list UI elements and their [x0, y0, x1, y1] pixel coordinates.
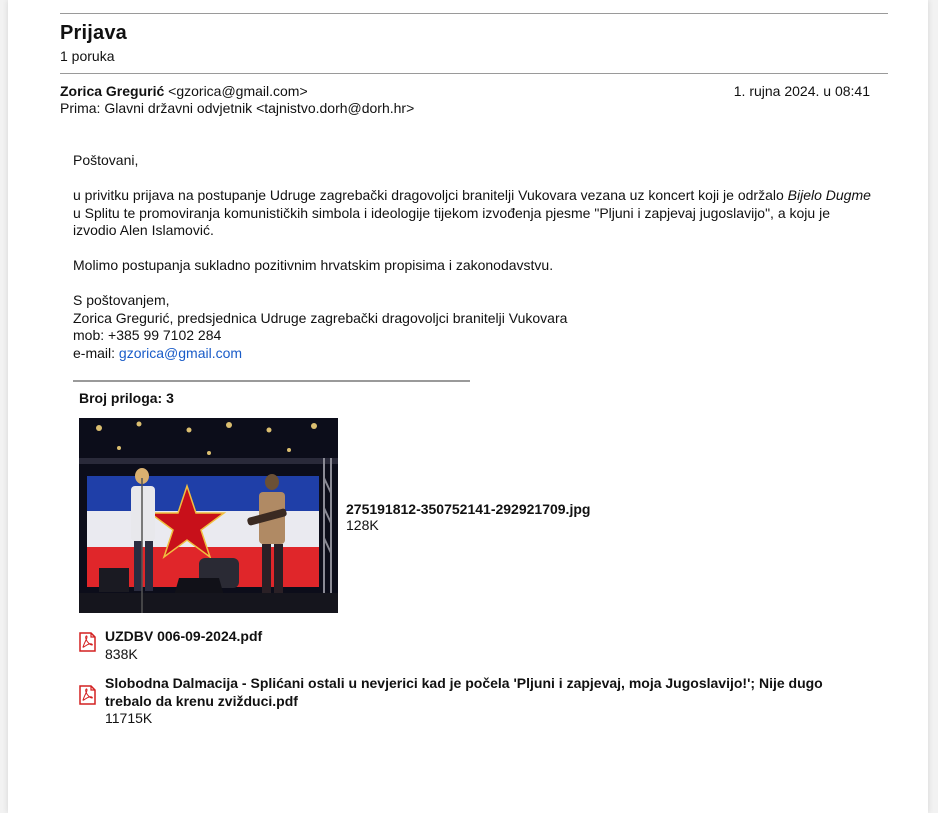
closing: S poštovanjem, — [73, 292, 170, 308]
sender-email: <gzorica@gmail.com> — [168, 83, 308, 99]
email-subject: Prijava — [60, 22, 128, 44]
concert-photo — [79, 418, 338, 613]
top-divider — [60, 13, 888, 14]
email-print-page — [8, 0, 928, 813]
sender-line — [60, 83, 308, 99]
pdf-icon — [79, 632, 96, 652]
attachments-divider — [73, 380, 470, 382]
attachment-item-pdf[interactable] — [79, 628, 262, 663]
attachment-name: UZDBV 006-09-2024.pdf — [105, 628, 263, 644]
message-count: 1 poruka — [60, 48, 115, 64]
email-date: 1. rujna 2024. u 08:41 — [733, 83, 870, 99]
recipient-line: Prima: Glavni državni odvjetnik <tajnistvo.dorh@dorh.hr> — [60, 100, 415, 116]
email-label: e-mail: — [73, 344, 119, 361]
attachment-image-thumbnail[interactable] — [79, 418, 338, 613]
para1-end: u Splitu te promoviranja komunističkih simbola i ideologije tijekom izvođenja pjesme "Pljuni i zapjevaj jugoslavijo", a koju je izvodio Alen Islamović. — [73, 204, 830, 238]
body-paragraph-1 — [73, 187, 873, 240]
pdf-icon — [79, 685, 96, 705]
signature-block — [73, 292, 873, 362]
header-divider — [60, 73, 888, 74]
attachment-item-pdf[interactable] — [79, 675, 869, 728]
body-paragraph-2: Molimo postupanja sukladno pozitivnim hrvatskim propisima i zakonodavstvu. — [73, 257, 554, 273]
attachment-name: Slobodna Dalmacija - Splićani ostali u nevjerici kad je počela 'Pljuni i zapjevaj, moja Jugoslavijo!'; Nije dugo trebalo da krenu zvižduci.pdf — [105, 675, 823, 709]
email-contact — [73, 345, 873, 363]
email-body — [73, 152, 873, 362]
mobile-number: mob: +385 99 7102 284 — [73, 327, 222, 343]
attachment-size: 11715K — [105, 710, 153, 726]
para1-start: u privitku prijava na postupanje Udruge zagrebački dragovoljci branitelji Vukovara vezana uz koncert koji je održalo — [73, 187, 788, 203]
attachment-size: 128K — [346, 517, 379, 533]
attachment-size: 838K — [105, 645, 138, 662]
attachment-name: 275191812-350752141-292921709.jpg — [346, 501, 591, 517]
attachment-item-image[interactable] — [346, 501, 590, 533]
band-name: Bijelo Dugme — [787, 187, 871, 203]
signature-line: Zorica Gregurić, predsjednica Udruge zagrebački dragovoljci branitelji Vukovara — [73, 309, 568, 326]
email-link[interactable]: gzorica@gmail.com — [118, 344, 243, 361]
greeting: Poštovani, — [73, 152, 139, 168]
attachment-count: Broj priloga: 3 — [79, 390, 174, 406]
sender-name: Zorica Gregurić — [60, 83, 165, 99]
